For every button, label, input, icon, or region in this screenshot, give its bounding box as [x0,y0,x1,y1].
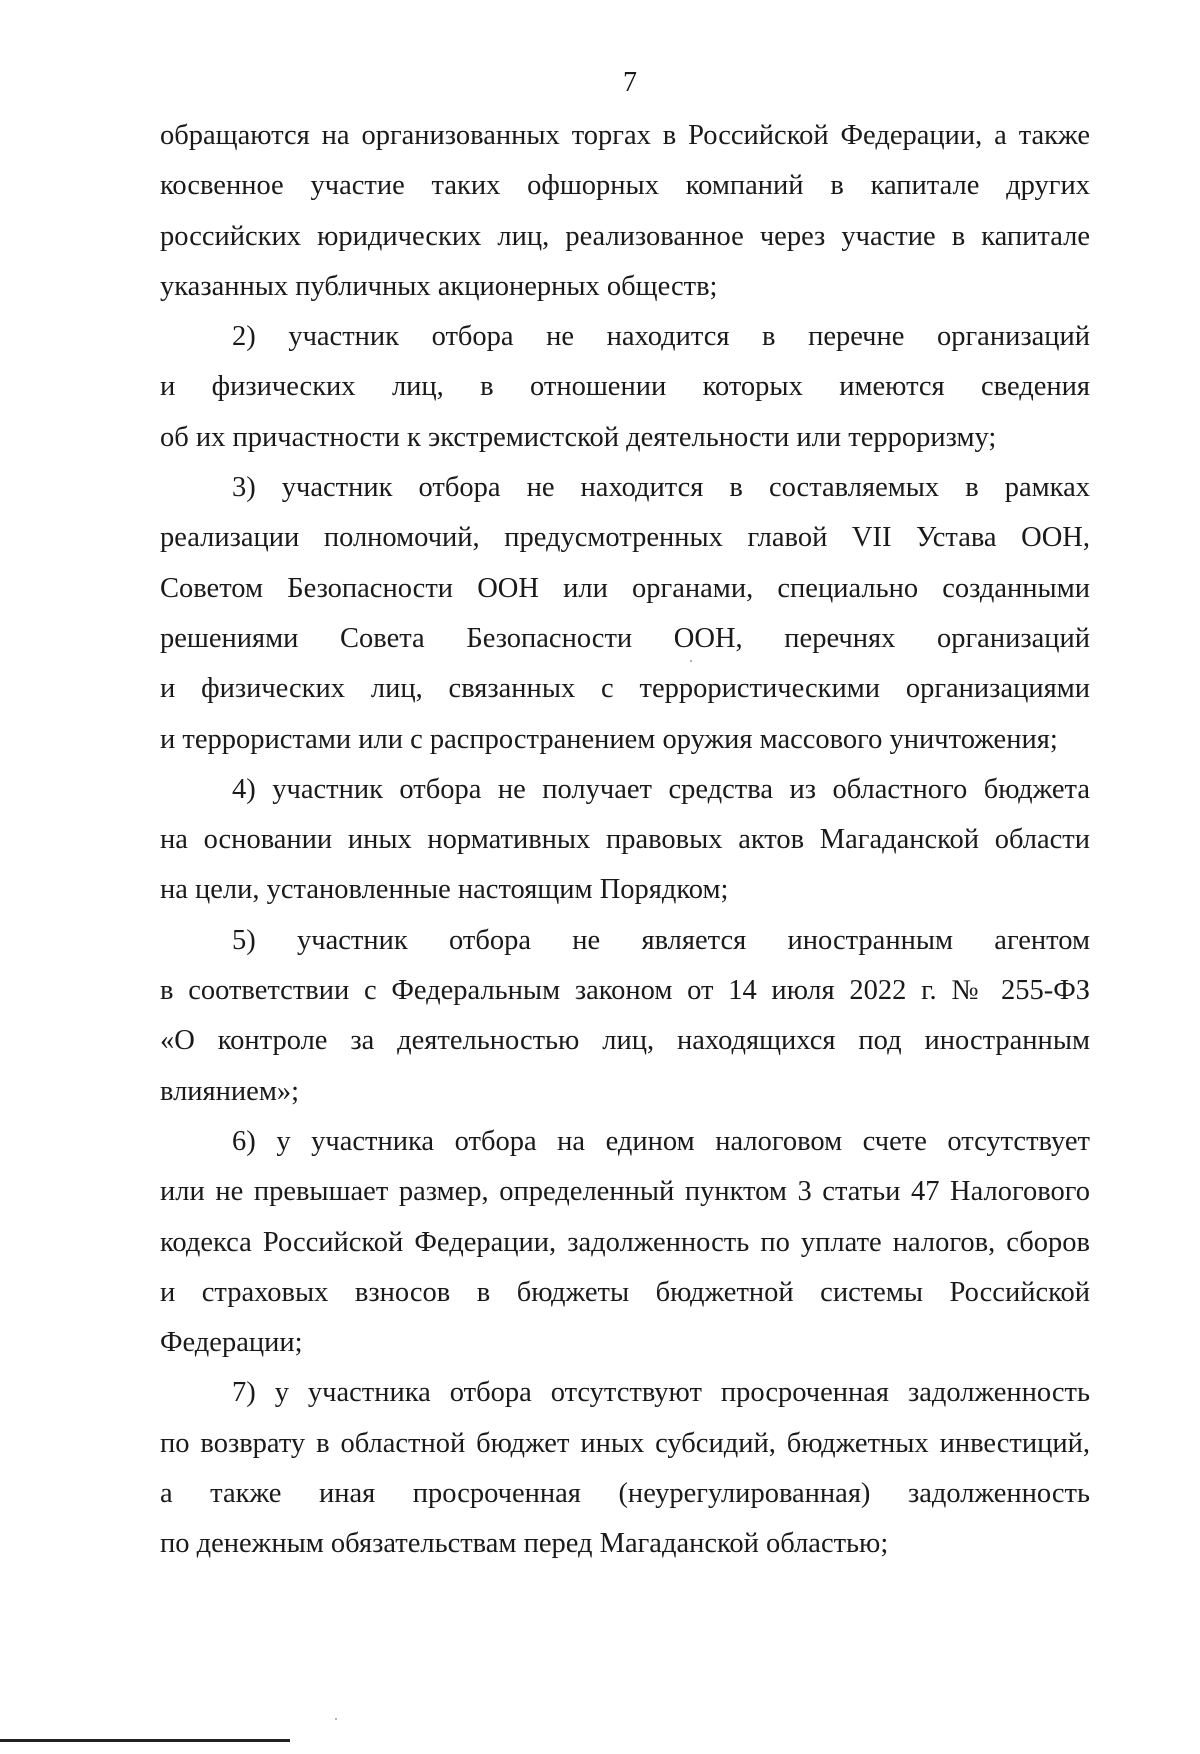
list-item-5-first-line: 5) участник отбора не является иностранным агентом [232,924,1090,956]
text-line: указанных публичных акционерных обществ; [160,270,718,302]
text-line: по возврату в областной бюджет иных субсидий, бюджетных инвестиций, [160,1427,1090,1459]
text-line: Советом Безопасности ООН или органами, специально созданными [160,572,1090,604]
list-item-7-first-line: 7) у участника отбора отсутствуют просроченная задолженность [232,1377,1090,1409]
text-line: реализации полномочий, предусмотренных главой VII Устава ООН, [160,522,1090,554]
scan-edge-line [0,1739,290,1742]
text-line: об их причастности к экстремистской деятельности или терроризму; [160,421,997,453]
text-line: на основании иных нормативных правовых актов Магаданской области [160,824,1090,856]
text-line: влиянием»; [160,1075,300,1107]
text-line: Федерации; [160,1327,303,1359]
text-line: в соответствии с Федеральным законом от 14 июля 2022 г. № 255-ФЗ [160,975,1090,1007]
list-item-6-first-line: 6) у участника отбора на едином налоговом счете отсутствует [232,1125,1090,1157]
text-line: российских юридических лиц, реализованное через участие в капитале [160,220,1090,252]
page-number: 7 [623,67,637,98]
text-line: на цели, установленные настоящим Порядком; [160,874,729,906]
text-line: и страховых взносов в бюджеты бюджетной системы Российской [160,1276,1090,1308]
text-line: косвенное участие таких офшорных компаний в капитале других [160,170,1090,202]
text-line: решениями Совета Безопасности ООН, перечнях организаций [160,622,1090,654]
text-line: обращаются на организованных торгах в Российской Федерации, а также [160,120,1090,151]
document-body [160,111,1090,1570]
list-item-3-first-line: 3) участник отбора не находится в составляемых в рамках [232,472,1090,504]
list-item-4-first-line: 4) участник отбора не получает средства из областного бюджета [232,773,1090,805]
text-line: и физических лиц, связанных с террористическими организациями [160,673,1090,705]
text-line: а также иная просроченная (неурегулированная) задолженность [160,1478,1090,1510]
text-line: и террористами или с распространением оружия массового уничтожения; [160,723,1058,755]
list-item-2-first-line: 2) участник отбора не находится в перечне организаций [232,321,1090,353]
scan-speck [335,1718,337,1720]
text-line: кодекса Российской Федерации, задолженность по уплате налогов, сборов [160,1226,1090,1258]
text-line: и физических лиц, в отношении которых имеются сведения [160,371,1090,403]
text-line: «О контроле за деятельностью лиц, находящихся под иностранным [160,1025,1090,1057]
scan-speck [690,660,692,662]
text-line: по денежным обязательствам перед Магаданской областью; [160,1528,889,1560]
text-line: или не превышает размер, определенный пунктом 3 статьи 47 Налогового [160,1176,1090,1208]
